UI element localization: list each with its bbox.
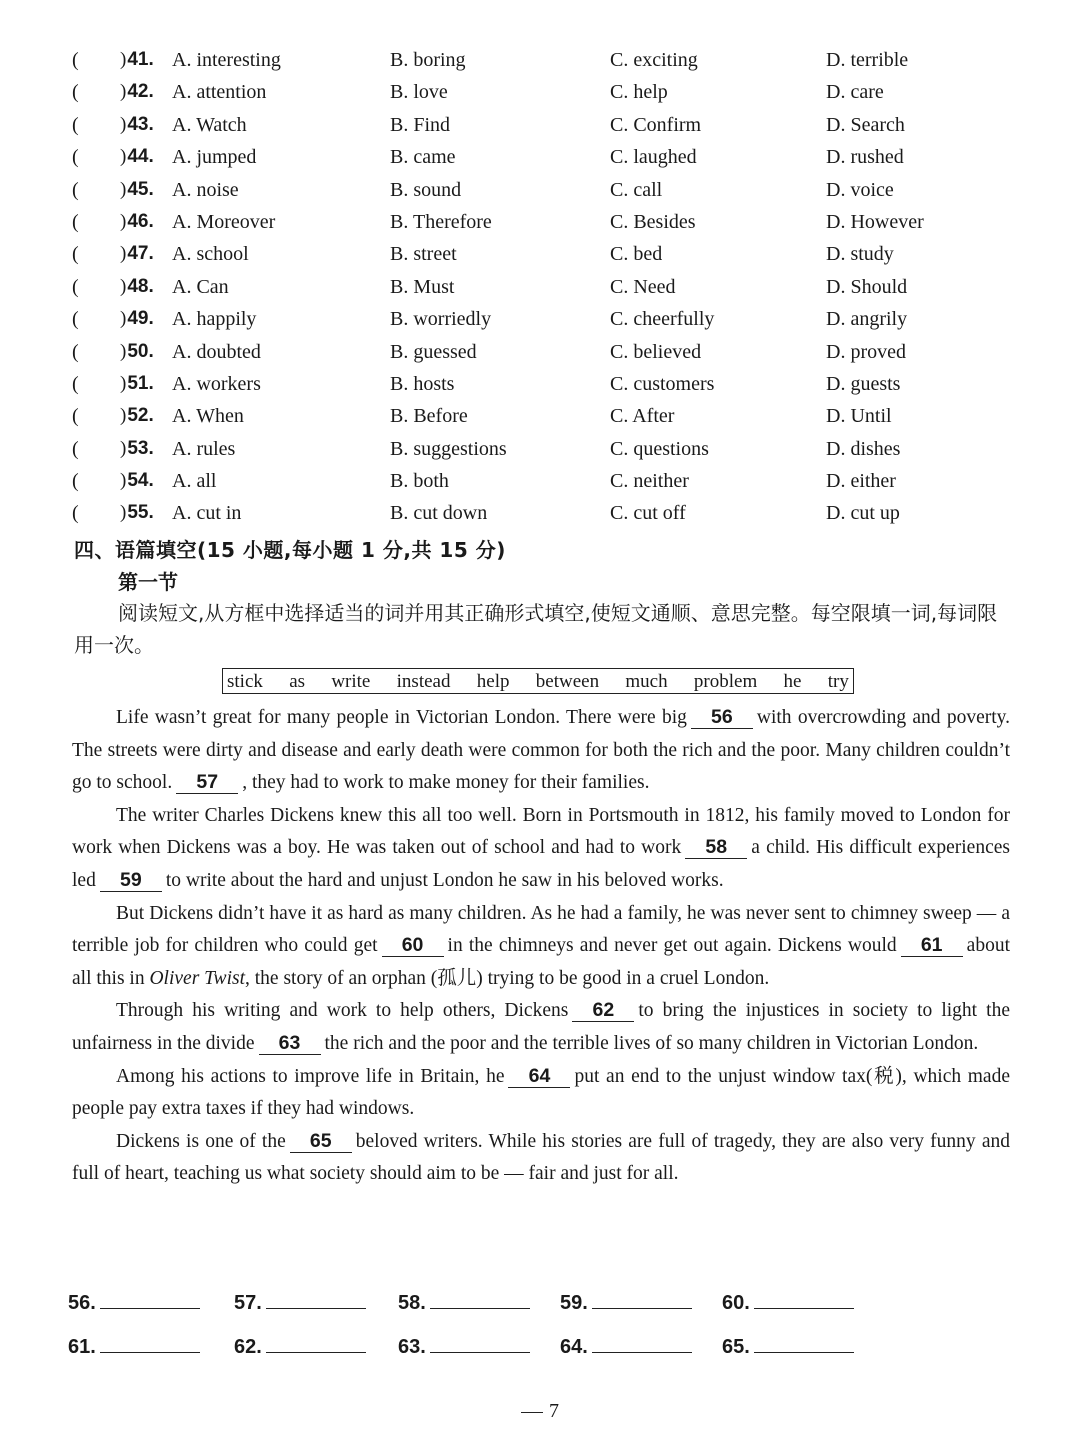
question-row <box>68 44 1028 76</box>
answer-item[interactable] <box>398 1290 530 1315</box>
passage-text: Dickens is one of the <box>116 1130 286 1152</box>
answer-label: 65. <box>722 1336 750 1358</box>
answer-paren[interactable]: ( <box>72 502 79 525</box>
question-number: ) 52. <box>120 400 154 432</box>
option-a: A. happily <box>172 308 257 331</box>
option-b: B. suggestions <box>390 437 507 460</box>
answer-label: 59. <box>560 1292 588 1314</box>
answer-line[interactable] <box>754 1290 854 1309</box>
option-b: B. guessed <box>390 340 477 363</box>
option-d: D. guests <box>826 372 901 395</box>
passage-text: Life wasn’t great for many people in Victorian London. There were big <box>116 707 687 728</box>
word-bank-item: he <box>783 671 802 692</box>
question-number: ) 41. <box>120 44 154 76</box>
answer-paren[interactable]: ( <box>72 405 79 428</box>
passage-text: , they had to work to make money for their families. <box>242 772 650 794</box>
option-c: C. help <box>610 81 668 104</box>
word-bank-item: write <box>331 671 371 692</box>
passage-text: the rich and the poor and the terrible lives of so many children in Victorian London. <box>324 1032 979 1054</box>
question-row <box>68 433 1028 465</box>
option-a: A. Moreover <box>172 210 276 233</box>
answer-item[interactable] <box>560 1290 692 1315</box>
answer-item[interactable] <box>68 1334 200 1359</box>
option-b: B. worriedly <box>390 308 492 331</box>
option-d: D. study <box>826 243 894 266</box>
reading-passage <box>72 702 1010 1191</box>
question-row <box>68 174 1028 206</box>
section-title: 四、语篇填空(15 小题,每小题 1 分,共 15 分) <box>74 538 506 562</box>
option-a: A. noise <box>172 178 239 201</box>
question-row <box>68 303 1028 335</box>
blank-64[interactable]: 64 <box>508 1065 570 1088</box>
passage-text: The writer Charles Dickens knew this all too well. Born in Portsmouth in 1812, his family moved to London for work when Dickens was a boy. He was taken out of school and had to work <box>72 804 1010 859</box>
passage-text: beloved writers. While his stories are full of tragedy, they are also very funny and full of heart, teaching us what society should aim to be — fair and just for all. <box>72 1130 1010 1185</box>
answer-line[interactable] <box>430 1290 530 1309</box>
word-bank-item: stick <box>227 671 263 692</box>
option-b: B. hosts <box>390 372 455 395</box>
answer-label: 56. <box>68 1292 96 1314</box>
answer-line[interactable] <box>266 1334 366 1353</box>
answer-line[interactable] <box>100 1290 200 1309</box>
option-d: D. However <box>826 210 924 233</box>
option-c: C. bed <box>610 243 663 266</box>
option-d: D. Until <box>826 405 892 428</box>
question-number: ) 53. <box>120 433 154 465</box>
answer-item[interactable] <box>234 1290 366 1315</box>
option-c: C. Need <box>610 275 676 298</box>
blank-59[interactable]: 59 <box>100 869 162 892</box>
word-bank <box>222 668 854 694</box>
question-row <box>68 271 1028 303</box>
answer-item[interactable] <box>560 1334 692 1359</box>
option-d: D. Should <box>826 275 908 298</box>
paragraph <box>72 1126 1010 1191</box>
answer-paren[interactable]: ( <box>72 81 79 104</box>
answer-lines <box>68 1290 968 1378</box>
option-c: C. call <box>610 178 663 201</box>
page-number: 7 <box>0 1400 1080 1423</box>
blank-58[interactable]: 58 <box>685 836 747 859</box>
answer-paren[interactable]: ( <box>72 146 79 169</box>
passage-text: about all this in <box>72 935 1010 989</box>
question-number: ) 47. <box>120 238 154 270</box>
word-bank-item: between <box>535 671 600 692</box>
answer-item[interactable] <box>398 1334 530 1359</box>
passage-text: to write about the hard and unjust London he saw in his beloved works. <box>165 869 724 891</box>
answer-paren[interactable]: ( <box>72 340 79 363</box>
option-a: A. attention <box>172 81 267 104</box>
answer-label: 61. <box>68 1336 96 1358</box>
option-c: C. Besides <box>610 210 696 233</box>
option-c: C. neither <box>610 470 689 493</box>
question-row <box>68 238 1028 270</box>
passage-text: Among his actions to improve life in Britain, he <box>116 1065 505 1087</box>
question-number: ) 44. <box>120 141 154 173</box>
question-row <box>68 336 1028 368</box>
word-bank-item: instead <box>396 671 451 692</box>
answer-label: 62. <box>234 1336 262 1358</box>
option-b: B. street <box>390 243 457 266</box>
blank-57[interactable]: 57 <box>176 771 238 794</box>
option-c: C. cheerfully <box>610 308 715 331</box>
option-d: D. care <box>826 81 884 104</box>
option-a: A. doubted <box>172 340 261 363</box>
question-number: ) 42. <box>120 76 154 108</box>
option-d: D. cut up <box>826 502 900 525</box>
answer-paren[interactable]: ( <box>72 113 79 136</box>
option-a: A. Watch <box>172 113 247 136</box>
blank-63[interactable]: 63 <box>259 1032 321 1055</box>
answer-paren[interactable]: ( <box>72 372 79 395</box>
answer-label: 57. <box>234 1292 262 1314</box>
paragraph <box>72 1061 1010 1126</box>
answer-paren[interactable]: ( <box>72 470 79 493</box>
paragraph <box>72 702 1010 800</box>
option-a: A. rules <box>172 437 236 460</box>
answer-item[interactable] <box>234 1334 366 1359</box>
paragraph <box>72 800 1010 898</box>
option-c: C. customers <box>610 372 715 395</box>
answer-line[interactable] <box>592 1290 692 1309</box>
option-c: C. exciting <box>610 49 698 71</box>
option-d: D. terrible <box>826 49 909 71</box>
option-d: D. voice <box>826 178 894 201</box>
paragraph <box>72 995 1010 1060</box>
option-d: D. angrily <box>826 308 908 331</box>
answer-label: 60. <box>722 1292 750 1314</box>
option-a: A. all <box>172 470 217 493</box>
passage-text: to bring the injustices in society to light the unfairness in the divide <box>72 1000 1010 1054</box>
answer-paren[interactable]: ( <box>72 178 79 201</box>
blank-61[interactable]: 61 <box>901 934 963 957</box>
paragraph <box>72 898 1010 996</box>
passage-text: with overcrowding and poverty. The streets were dirty and disease and early death were common for both the rich and the poor. Many children couldn’t go to school. <box>72 707 1011 794</box>
option-d: D. rushed <box>826 146 904 169</box>
book-title: Oliver Twist <box>149 967 245 989</box>
answer-row <box>68 1334 968 1378</box>
answer-paren[interactable]: ( <box>72 210 79 233</box>
question-row <box>68 141 1028 173</box>
option-a: A. When <box>172 405 244 428</box>
question-number: ) 46. <box>120 206 154 238</box>
option-c: C. After <box>610 405 675 428</box>
choice-questions <box>68 44 1028 530</box>
blank-65[interactable]: 65 <box>290 1130 352 1153</box>
question-row <box>68 76 1028 108</box>
question-number: ) 43. <box>120 109 154 141</box>
answer-item[interactable] <box>722 1290 854 1315</box>
answer-item[interactable] <box>722 1334 854 1359</box>
word-bank-item: much <box>625 671 668 692</box>
option-b: B. boring <box>390 49 466 71</box>
passage-text: in the chimneys and never get out again. Dickens would <box>447 935 897 957</box>
word-bank-item: try <box>827 671 849 692</box>
option-b: B. Before <box>390 405 468 428</box>
answer-row <box>68 1290 968 1334</box>
question-number: ) 54. <box>120 465 154 497</box>
option-b: B. both <box>390 470 449 493</box>
question-row <box>68 465 1028 497</box>
answer-paren[interactable]: ( <box>72 308 79 331</box>
question-number: ) 50. <box>120 336 154 368</box>
subsection-title: 第一节 <box>118 570 178 594</box>
option-d: D. Search <box>826 113 905 136</box>
option-b: B. Therefore <box>390 210 492 233</box>
question-row <box>68 109 1028 141</box>
option-d: D. either <box>826 470 896 493</box>
option-c: C. cut off <box>610 502 686 525</box>
answer-item[interactable] <box>68 1290 200 1315</box>
option-a: A. jumped <box>172 146 257 169</box>
question-number: ) 49. <box>120 303 154 335</box>
word-bank-item: as <box>289 671 306 692</box>
option-a: A. workers <box>172 372 261 395</box>
word-bank-item: problem <box>693 671 758 692</box>
option-d: D. dishes <box>826 437 901 460</box>
passage-text: But Dickens didn’t have it as hard as many children. As he had a family, he was never sent to chimney sweep — a terrible job for children who could get <box>72 902 1010 957</box>
question-number: ) 55. <box>120 497 154 529</box>
answer-paren[interactable]: ( <box>72 49 79 71</box>
question-row <box>68 497 1028 529</box>
option-b: B. Must <box>390 275 455 298</box>
passage-text: put an end to the unjust window tax(税), which made people pay extra taxes if they had windows. <box>72 1065 1010 1120</box>
option-c: C. questions <box>610 437 709 460</box>
answer-paren[interactable]: ( <box>72 437 79 460</box>
option-c: C. believed <box>610 340 702 363</box>
answer-label: 63. <box>398 1336 426 1358</box>
instructions: 阅读短文,从方框中选择适当的词并用其正确形式填空,使短文通顺、意思完整。每空限填一词,每词限用一次。 <box>74 601 998 657</box>
answer-paren[interactable]: ( <box>72 243 79 266</box>
blank-62[interactable]: 62 <box>572 999 634 1022</box>
question-number: ) 48. <box>120 271 154 303</box>
answer-line[interactable] <box>266 1290 366 1309</box>
option-c: C. laughed <box>610 146 697 169</box>
answer-label: 58. <box>398 1292 426 1314</box>
passage-text: , the story of an orphan (孤儿) trying to be good in a cruel London. <box>245 967 770 989</box>
passage-text: Through his writing and work to help others, Dickens <box>116 1000 569 1022</box>
option-b: B. Find <box>390 113 451 136</box>
question-number: ) 51. <box>120 368 154 400</box>
question-row <box>68 368 1028 400</box>
option-a: A. Can <box>172 275 229 298</box>
option-d: D. proved <box>826 340 906 363</box>
option-b: B. cut down <box>390 502 488 525</box>
answer-line[interactable] <box>100 1334 200 1353</box>
option-b: B. love <box>390 81 448 104</box>
option-a: A. interesting <box>172 49 281 71</box>
blank-56[interactable]: 56 <box>691 706 753 729</box>
answer-line[interactable] <box>430 1334 530 1353</box>
question-row <box>68 206 1028 238</box>
question-number: ) 45. <box>120 174 154 206</box>
answer-label: 64. <box>560 1336 588 1358</box>
option-c: C. Confirm <box>610 113 702 136</box>
answer-line[interactable] <box>754 1334 854 1353</box>
question-row <box>68 400 1028 432</box>
word-bank-item: help <box>476 671 510 692</box>
answer-paren[interactable]: ( <box>72 275 79 298</box>
option-b: B. came <box>390 146 456 169</box>
option-b: B. sound <box>390 178 462 201</box>
option-a: A. school <box>172 243 249 266</box>
option-a: A. cut in <box>172 502 242 525</box>
passage-text: a child. His difficult experiences led <box>72 837 1010 891</box>
blank-60[interactable]: 60 <box>382 934 444 957</box>
answer-line[interactable] <box>592 1334 692 1353</box>
